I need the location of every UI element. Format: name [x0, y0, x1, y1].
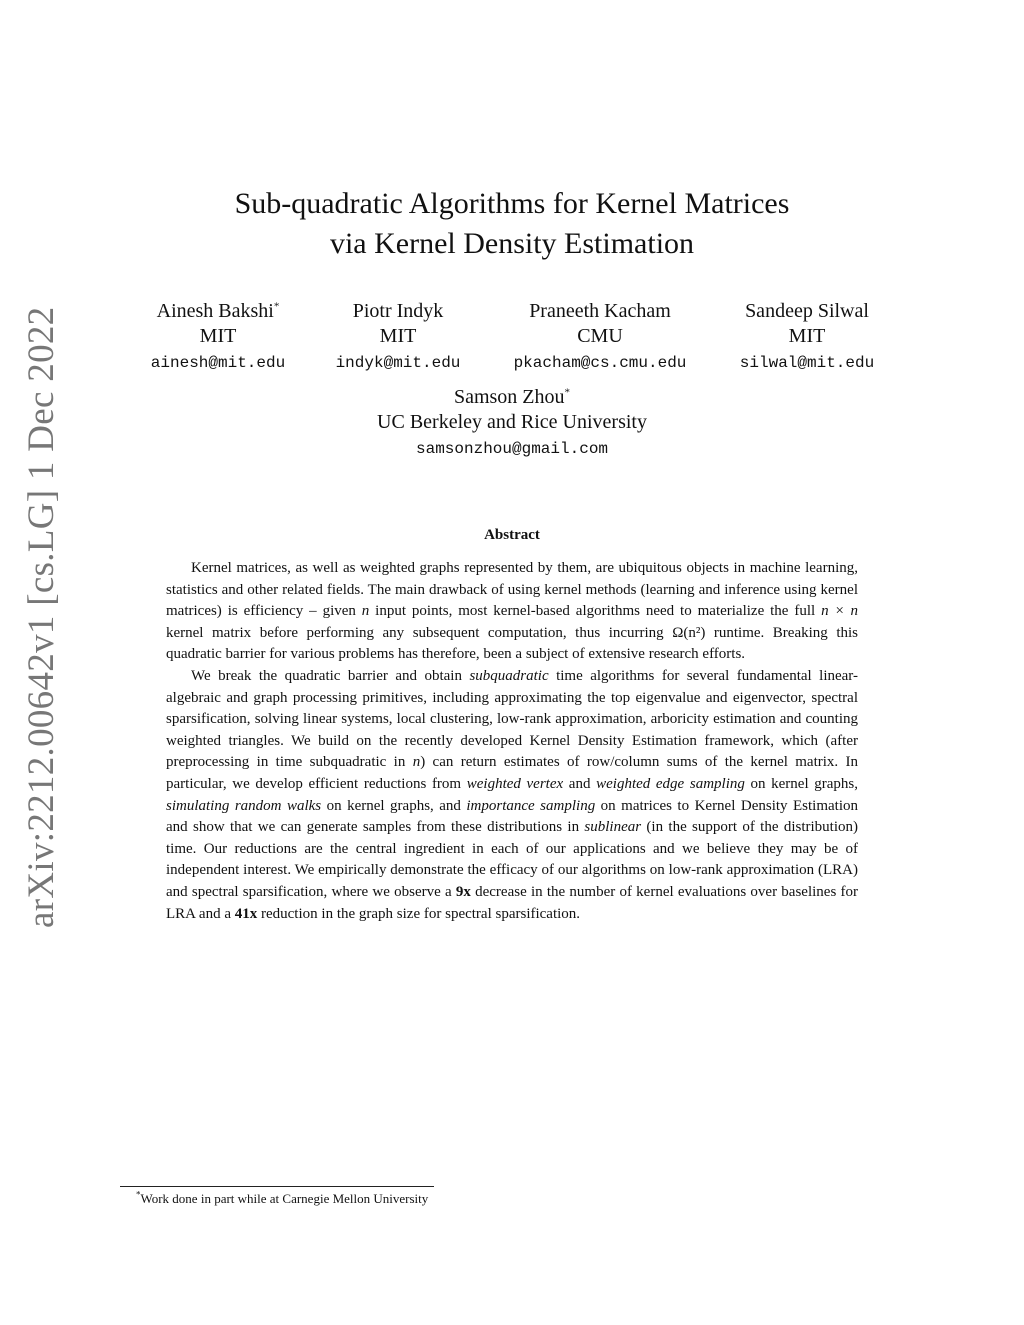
text-run: decrease in the number of kernel evaluations over baselines for LRA and a	[166, 883, 858, 922]
title-line-2: via Kernel Density Estimation	[329, 227, 695, 260]
author-indyk	[322, 299, 474, 377]
text-run: Kernel matrices, as well as weighted graphs represented by them, are ubiquitous objects in machine learning, statistics and other related fields. The main drawback of using kernel methods (learning and inference using kernel matrices) is efficiency – given	[166, 560, 858, 620]
abstract-heading: Abstract	[484, 527, 540, 543]
text-run: on kernel graphs, and	[321, 797, 467, 814]
author-kacham	[496, 299, 704, 377]
math-omega-n-squared: Ω(n²)	[672, 624, 706, 641]
text-run: and	[563, 775, 597, 792]
author-bakshi	[120, 299, 316, 377]
author-email: pkacham@cs.cmu.edu	[513, 354, 687, 372]
text-run: time algorithms for several fundamental linear-algebraic and graph processing primitives, including approximating the top eigenvalue and eigenvector, spectral sparsification, solving linear systems, local clustering, low-rank approximation, arboricity estimation and counting weighted triangles. We build on the recently developed Kernel Density Estimation framework, which (after preprocessing in time subquadratic in	[166, 667, 858, 771]
text-run: input points, most kernel-based algorithms need to materialize the full	[369, 603, 822, 620]
emphasis: sublinear	[584, 819, 642, 836]
math-n: n	[361, 603, 370, 620]
text-run: ) can return estimates of row/column sums of the kernel matrix. In particular, we develop efficient reductions from	[166, 754, 858, 792]
author-name: Samson Zhou	[453, 386, 565, 408]
title-line-1: Sub-quadratic Algorithms for Kernel Matrices	[234, 187, 790, 220]
text-run: runtime. Breaking this quadratic barrier for various problems has therefore, been a subject of extensive research efforts.	[166, 624, 858, 663]
bold-figure: 41x	[234, 905, 258, 922]
author-affiliation: UC Berkeley and Rice University	[377, 411, 647, 433]
author-name: Praneeth Kacham	[529, 300, 671, 322]
footnote-mark: *	[136, 1189, 141, 1200]
math-n-by-n: n × n	[821, 603, 858, 620]
footnote	[136, 1191, 736, 1207]
abstract-paragraph-2	[166, 666, 858, 925]
text-run: kernel matrix before performing any subsequent computation, thus incurring	[166, 624, 673, 641]
emphasis: simulating random walks	[166, 797, 322, 814]
author-name: Piotr Indyk	[352, 300, 444, 322]
emphasis: weighted vertex	[466, 775, 564, 792]
author-email: ainesh@mit.edu	[150, 354, 286, 372]
author-affiliation: MIT	[379, 325, 417, 347]
text-run: reduction in the graph size for spectral sparsification.	[257, 905, 581, 922]
math-n: n	[412, 754, 421, 771]
author-footnote-mark: *	[564, 386, 571, 399]
abstract-paragraph-1	[166, 558, 858, 666]
author-silwal	[726, 299, 888, 377]
author-footnote-mark: *	[273, 300, 280, 313]
author-name: Sandeep Silwal	[745, 300, 869, 322]
author-name: Ainesh Bakshi	[156, 300, 274, 322]
author-email: indyk@mit.edu	[335, 354, 461, 372]
author-email: silwal@mit.edu	[739, 354, 875, 372]
emphasis: subquadratic	[469, 667, 549, 684]
author-affiliation: CMU	[577, 325, 623, 347]
footnote-rule	[120, 1186, 434, 1187]
author-affiliation: MIT	[788, 325, 826, 347]
abstract-body	[166, 558, 858, 925]
author-affiliation: MIT	[199, 325, 237, 347]
emphasis: importance sampling	[466, 797, 596, 814]
text-run: on kernel graphs,	[744, 775, 858, 792]
text-run: on matrices to Kernel Density Estimation and show that we can generate samples from these distributions in	[166, 797, 858, 836]
author-zhou	[312, 385, 712, 463]
emphasis: weighted edge sampling	[596, 775, 745, 792]
author-email: samsonzhou@gmail.com	[415, 440, 609, 458]
arxiv-identifier: arXiv:2212.00642v1 [cs.LG] 1 Dec 2022	[21, 306, 62, 928]
paper-title	[0, 184, 1024, 264]
footnote-text: Work done in part while at Carnegie Mellon University	[140, 1191, 429, 1206]
bold-figure: 9x	[455, 883, 471, 900]
text-run: We break the quadratic barrier and obtain	[191, 667, 470, 684]
text-run: (in the support of the distribution) time. Our reductions are the central ingredient in each of our applications and we believe they may be of independent interest. We empirically demonstrate the efficacy of our algorithms on low-rank approximation (LRA) and spectral sparsification, where we observe a	[166, 819, 858, 900]
